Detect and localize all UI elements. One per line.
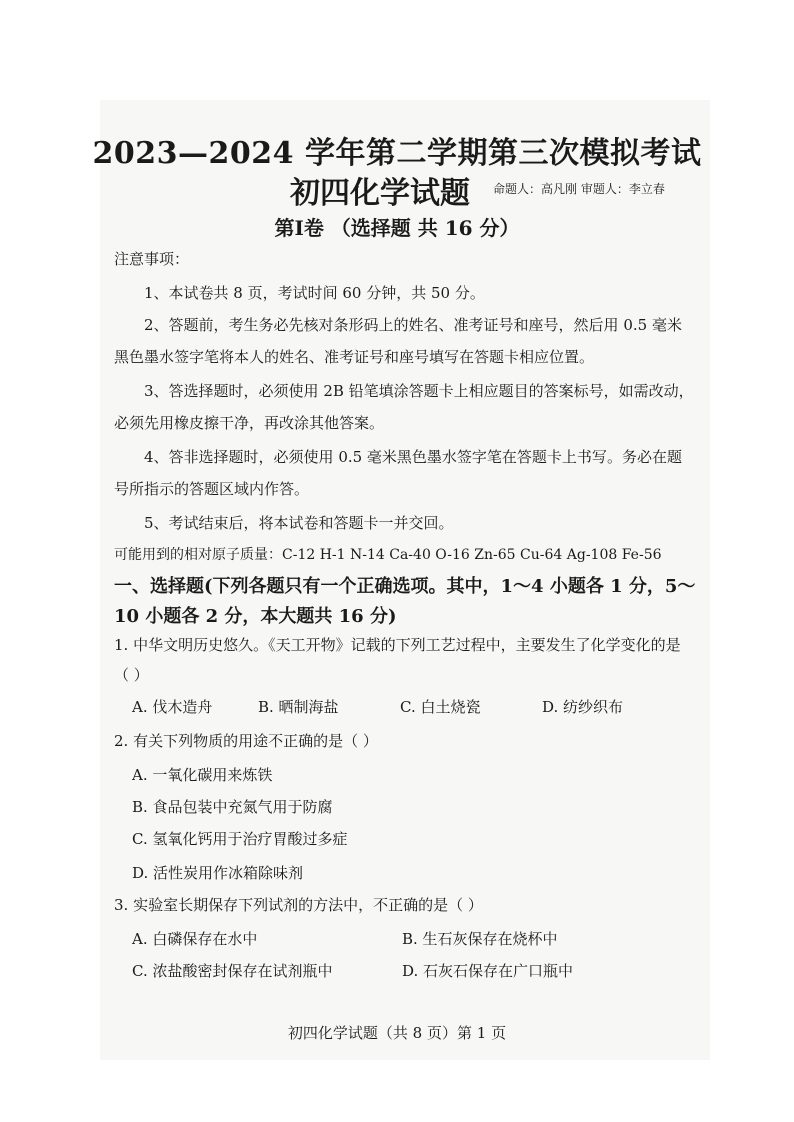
question-1-option-a[interactable]: A. 伐木造舟 [132, 698, 213, 716]
question-1-blank: （ ） [114, 666, 149, 684]
exam-title: 2023—2024 学年第二学期第三次模拟考试 [92, 136, 702, 171]
question-3-option-c[interactable]: C. 浓盐酸密封保存在试剂瓶中 [132, 962, 333, 980]
question-3-option-a[interactable]: A. 白磷保存在水中 [132, 930, 258, 948]
question-1-stem: 1. 中华文明历史悠久。《天工开物》记载的下列工艺过程中，主要发生了化学变化的是 [114, 636, 681, 654]
notes-heading: 注意事项： [114, 250, 190, 268]
volume-title: 第Ⅰ卷 （选择题 共 16 分） [274, 216, 520, 240]
question-1-option-c[interactable]: C. 白土烧瓷 [400, 698, 481, 716]
note-item: 必须先用橡皮擦干净，再改涂其他答案。 [114, 414, 385, 432]
atomic-masses: 可能用到的相对原子质量：C-12 H-1 N-14 Ca-40 O-16 Zn-65 Cu-64 Ag-108 Fe-56 [114, 547, 662, 563]
question-2-option-a[interactable]: A. 一氧化碳用来炼铁 [132, 766, 273, 784]
question-2-option-c[interactable]: C. 氢氧化钙用于治疗胃酸过多症 [132, 830, 348, 848]
question-2-option-b[interactable]: B. 食品包装中充氮气用于防腐 [132, 798, 333, 816]
author-byline: 命题人：高凡刚 审题人：李立春 [493, 182, 665, 196]
question-3-option-d[interactable]: D. 石灰石保存在广口瓶中 [402, 962, 574, 980]
note-item: 5、考试结束后，将本试卷和答题卡一并交回。 [144, 514, 454, 532]
question-2-stem: 2. 有关下列物质的用途不正确的是（ ） [114, 732, 378, 750]
section-heading-cont: 10 小题各 2 分，本大题共 16 分) [114, 606, 397, 627]
section-heading: 一、选择题(下列各题只有一个正确选项。其中，1～4 小题各 1 分，5～ [114, 576, 696, 597]
page-footer: 初四化学试题（共 8 页）第 1 页 [287, 1024, 507, 1042]
question-1-option-d[interactable]: D. 纺纱织布 [542, 698, 624, 716]
note-item: 3、答选择题时，必须使用 2B 铅笔填涂答题卡上相应题目的答案标号，如需改动， [144, 382, 694, 400]
note-item: 1、本试卷共 8 页，考试时间 60 分钟，共 50 分。 [144, 284, 485, 302]
question-3-option-b[interactable]: B. 生石灰保存在烧杯中 [402, 930, 558, 948]
question-3-stem: 3. 实验室长期保存下列试剂的方法中，不正确的是（ ） [114, 896, 483, 914]
exam-subject-title: 初四化学试题 [290, 176, 470, 211]
note-item: 2、答题前，考生务必先核对条形码上的姓名、准考证号和座号，然后用 0.5 毫米 [144, 316, 682, 334]
note-item: 黑色墨水签字笔将本人的姓名、准考证号和座号填写在答题卡相应位置。 [114, 348, 595, 366]
note-item: 号所指示的答题区域内作答。 [114, 480, 310, 498]
note-item: 4、答非选择题时，必须使用 0.5 毫米黑色墨水签字笔在答题卡上书写。务必在题 [144, 448, 682, 466]
subtitle-row [290, 168, 710, 211]
question-1-option-b[interactable]: B. 晒制海盐 [258, 698, 339, 716]
question-2-option-d[interactable]: D. 活性炭用作冰箱除味剂 [132, 864, 304, 882]
